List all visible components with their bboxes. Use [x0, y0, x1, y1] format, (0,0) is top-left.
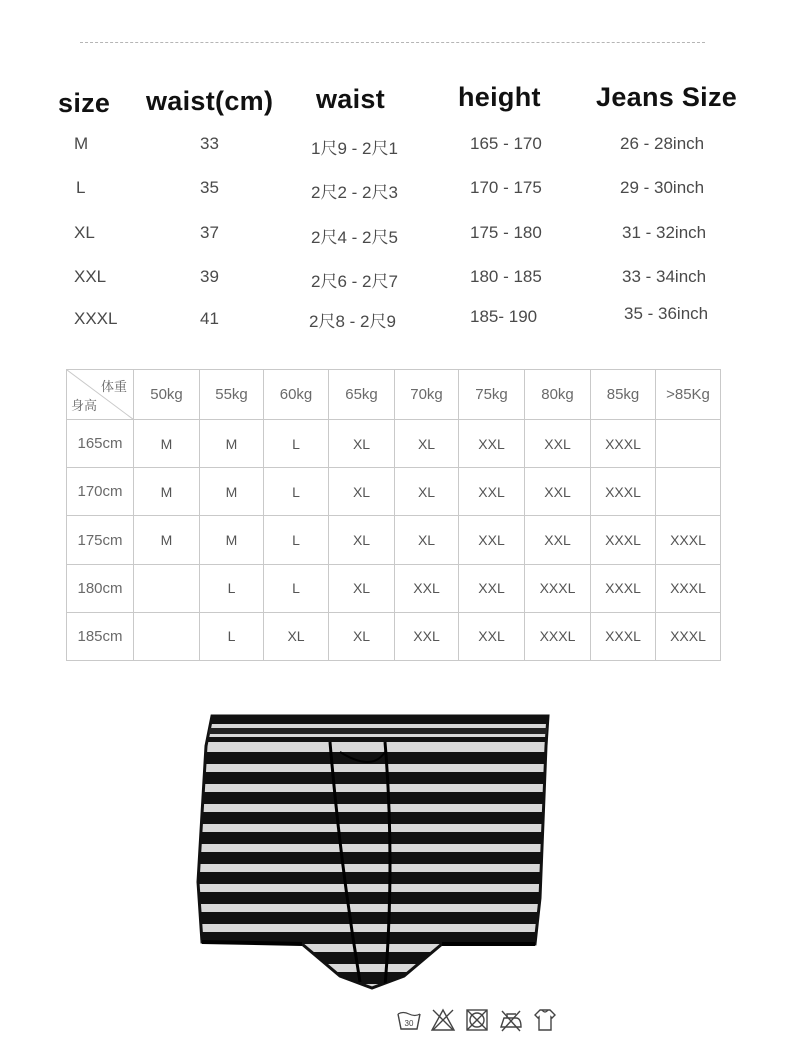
header-waist: waist [316, 84, 386, 114]
grid-cell: L [264, 564, 329, 612]
waist-cm-cell: 39 [200, 267, 219, 286]
grid-cell: L [264, 516, 329, 564]
weight-header: 50kg [134, 370, 200, 420]
grid-cell [656, 468, 721, 516]
grid-cell [656, 420, 721, 468]
weight-header: 80kg [525, 370, 591, 420]
height-header: 185cm [67, 612, 134, 660]
grid-cell: XXL [459, 612, 525, 660]
grid-cell: L [200, 612, 264, 660]
height-cell: 175 - 180 [470, 223, 542, 242]
grid-row [67, 420, 721, 468]
hang-dry-icon [532, 1007, 558, 1033]
grid-cell: XL [395, 420, 459, 468]
weight-height-grid [66, 369, 720, 661]
grid-cell: XXXL [591, 468, 656, 516]
grid-cell: XL [329, 564, 395, 612]
height-header: 180cm [67, 564, 134, 612]
header-jeans-size: Jeans Size [596, 82, 738, 112]
jeans-cell: 29 - 30inch [620, 178, 705, 197]
grid-row [67, 612, 721, 660]
height-cell: 185- 190 [470, 307, 538, 326]
grid-cell: XXXL [656, 564, 721, 612]
grid-cell: XXXL [525, 564, 591, 612]
weight-header: >85Kg [656, 370, 721, 420]
grid-cell: XXL [525, 468, 591, 516]
weight-header: 75kg [459, 370, 525, 420]
care-icons [396, 1007, 558, 1033]
grid-cell [134, 564, 200, 612]
waist-cell: 2尺6 - 2尺7 [311, 272, 398, 291]
height-header: 170cm [67, 468, 134, 516]
waist-cm-cell: 37 [200, 223, 219, 242]
grid-row [67, 564, 721, 612]
grid-cell: XXL [459, 468, 525, 516]
grid-cell: XXL [459, 516, 525, 564]
no-tumble-dry-icon [464, 1007, 490, 1033]
grid-cell: XXL [459, 564, 525, 612]
grid-cell: XXXL [591, 564, 656, 612]
header-size: size [58, 88, 111, 118]
grid-header-row [67, 370, 721, 420]
grid-cell: XXL [525, 420, 591, 468]
corner-weight-label: 体重 [100, 379, 127, 394]
height-cell: 170 - 175 [470, 178, 542, 197]
grid-cell: XXXL [525, 612, 591, 660]
jeans-cell: 35 - 36inch [624, 304, 709, 323]
height-header: 175cm [67, 516, 134, 564]
height-cell: 165 - 170 [470, 134, 542, 153]
waist-cm-cell: 41 [200, 309, 219, 328]
wash-30-icon [396, 1007, 422, 1033]
waist-cm-cell: 35 [200, 178, 219, 197]
size-chart [0, 78, 790, 338]
grid-cell: XL [395, 516, 459, 564]
grid-cell: M [200, 468, 264, 516]
jeans-cell: 31 - 32inch [622, 223, 707, 242]
grid-cell: XL [329, 468, 395, 516]
striped-boxer-briefs [190, 712, 560, 1002]
grid-row [67, 468, 721, 516]
grid-corner-cell [67, 370, 134, 420]
grid-row [67, 516, 721, 564]
waist-cell: 1尺9 - 2尺1 [311, 139, 398, 158]
grid-cell [134, 612, 200, 660]
grid-cell: M [134, 420, 200, 468]
grid-cell: M [200, 420, 264, 468]
waist-cell: 2尺4 - 2尺5 [311, 228, 398, 247]
grid-cell: M [134, 468, 200, 516]
size-cell: L [76, 178, 86, 197]
header-waist-cm: waist(cm) [146, 86, 274, 116]
jeans-cell: 26 - 28inch [620, 134, 705, 153]
size-cell: XXXL [74, 309, 118, 328]
grid-cell: XXL [525, 516, 591, 564]
waist-cm-cell: 33 [200, 134, 219, 153]
grid-cell: L [264, 468, 329, 516]
waist-cell: 2尺8 - 2尺9 [309, 312, 396, 331]
no-bleach-icon [430, 1007, 456, 1033]
jeans-cell: 33 - 34inch [622, 267, 707, 286]
product-image [190, 712, 560, 1002]
grid-cell: XL [329, 420, 395, 468]
no-iron-icon [498, 1007, 524, 1033]
size-cell: XL [74, 223, 95, 242]
grid-cell: XXXL [656, 516, 721, 564]
weight-header: 85kg [591, 370, 656, 420]
height-cell: 180 - 185 [470, 267, 542, 286]
grid-cell: XL [264, 612, 329, 660]
grid-cell: XXXL [591, 612, 656, 660]
grid-cell: XXXL [591, 516, 656, 564]
size-cell: XXL [74, 267, 107, 286]
grid-cell: L [200, 564, 264, 612]
grid-cell: XL [329, 516, 395, 564]
weight-header: 60kg [264, 370, 329, 420]
header-height: height [458, 82, 541, 112]
waist-cell: 2尺2 - 2尺3 [311, 183, 398, 202]
grid-cell: XXXL [656, 612, 721, 660]
height-header: 165cm [67, 420, 134, 468]
grid-cell: M [200, 516, 264, 564]
weight-header: 55kg [200, 370, 264, 420]
corner-height-label: 身高 [71, 398, 98, 414]
grid-cell: M [134, 516, 200, 564]
grid-cell: XXL [459, 420, 525, 468]
weight-header: 65kg [329, 370, 395, 420]
top-divider [80, 42, 705, 43]
grid-cell: XL [395, 468, 459, 516]
grid-cell: XL [329, 612, 395, 660]
weight-header: 70kg [395, 370, 459, 420]
size-cell: M [74, 134, 89, 153]
wash-temp-label: 30 [404, 1019, 414, 1028]
grid-cell: XXL [395, 564, 459, 612]
grid-cell: XXL [395, 612, 459, 660]
grid-cell: XXXL [591, 420, 656, 468]
grid-cell: L [264, 420, 329, 468]
